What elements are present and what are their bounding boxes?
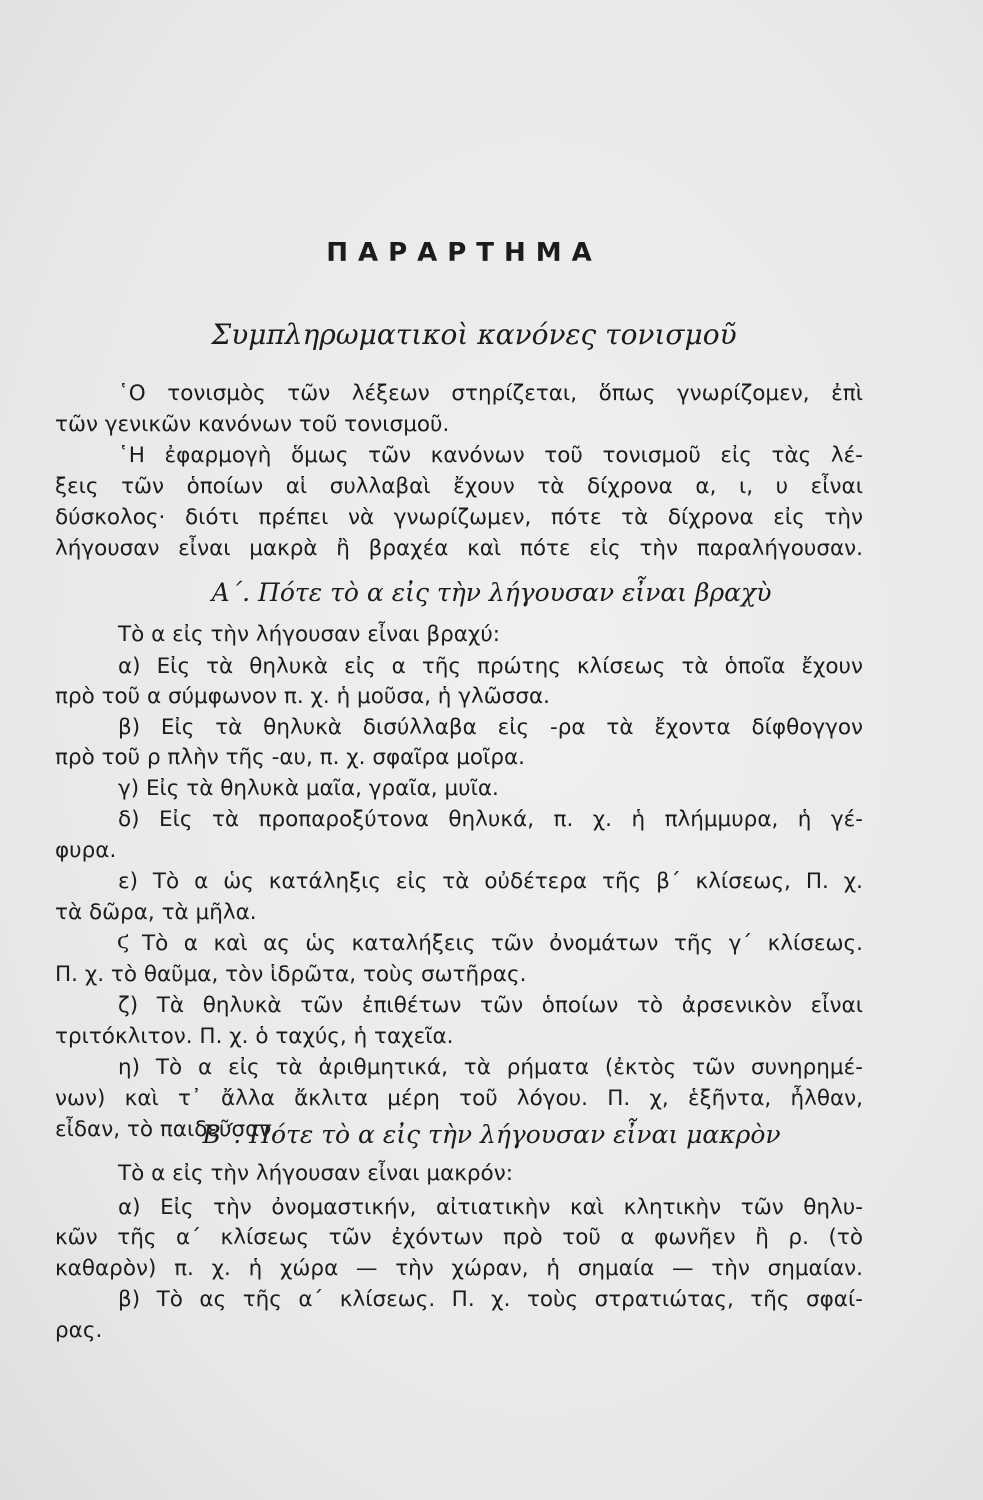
text-line: ε) Τὸ α ὡς κατάληξις εἰς τὰ οὐδέτερα τῆς β΄ κλίσεως, Π. χ. — [118, 869, 863, 894]
text-line: ῾Η ἐφαρμογὴ ὅμως τῶν κανόνων τοῦ τονισμοῦ εἰς τὰς λέ- — [118, 443, 863, 468]
text-line: κῶν τῆς α΄ κλίσεως τῶν ἐχόντων πρὸ τοῦ α φωνῆεν ἢ ρ. (τὸ — [55, 1225, 863, 1250]
text-line: β) Εἰς τὰ θηλυκὰ δισύλλαβα εἰς -ρα τὰ ἔχοντα δίφθογγον — [118, 715, 863, 740]
text-line: Τὸ α εἰς τὴν λήγουσαν εἶναι μακρόν: — [118, 1161, 513, 1186]
text-line: β) Τὸ ας τῆς α΄ κλίσεως. Π. χ. τοὺς στρατιώτας, τῆς σφαί- — [118, 1287, 863, 1312]
text-line: Τὸ α εἰς τὴν λήγουσαν εἶναι βραχύ: — [118, 622, 501, 647]
text-line: τῶν γενικῶν κανόνων τοῦ τονισμοῦ. — [55, 412, 450, 437]
text-line: γ) Εἰς τὰ θηλυκὰ μαῖα, γραῖα, μυῖα. — [118, 776, 499, 801]
text-line: νων) καὶ τ᾿ ἄλλα ἄκλιτα μέρη τοῦ λόγου. Π. χ, ἑξῆντα, ἦλθαν, — [55, 1086, 863, 1111]
text-line: δ) Εἰς τὰ προπαροξύτονα θηλυκά, π. χ. ἡ πλήμμυρα, ἡ γέ- — [118, 807, 863, 832]
page-title: ΠΑΡΑΡΤΗΜΑ — [326, 238, 602, 268]
stigma-marker: ϛ — [117, 929, 130, 954]
text-line: Τὸ α καὶ ας ὡς καταλήξεις τῶν ὀνομάτων τῆς γ΄ κλίσεως. — [142, 931, 863, 956]
text-line: λήγουσαν εἶναι μακρὰ ἢ βραχέα καὶ πότε εἰς τὴν παραλήγουσαν. — [55, 536, 863, 561]
section-b-heading: Β΄. Πότε τὸ α εἰς τὴν λήγουσαν εἶναι μακρὸν — [202, 1120, 781, 1149]
text-line: δύσκολος· διότι πρέπει νὰ γνωρίζωμεν, πότε τὰ δίχρονα εἰς τὴν — [55, 505, 863, 530]
text-line: καθαρὸν) π. χ. ἡ χώρα — τὴν χώραν, ἡ σημαία — τὴν σημαίαν. — [55, 1256, 863, 1281]
text-line: φυρα. — [55, 838, 117, 863]
text-line: πρὸ τοῦ α σύμφωνον π. χ. ἡ μοῦσα, ἡ γλῶσσα. — [55, 684, 550, 709]
text-line: εἶδαν, τὸ παιδεῦσαν. — [55, 1117, 279, 1142]
text-line: ρας. — [55, 1318, 103, 1343]
text-line: η) Τὸ α εἰς τὰ ἀριθμητικά, τὰ ρήματα (ἐκτὸς τῶν συνηρημέ- — [118, 1055, 863, 1080]
text-line: α) Εἰς τὴν ὀνομαστικήν, αἰτιατικὴν καὶ κλητικὴν τῶν θηλυ- — [118, 1195, 863, 1220]
text-line: Π. χ. τὸ θαῦμα, τὸν ἱδρῶτα, τοὺς σωτῆρας. — [55, 962, 527, 987]
section-a-heading: Α΄. Πότε τὸ α εἰς τὴν λήγουσαν εἶναι βραχὺ — [211, 578, 772, 607]
text-line: ξεις τῶν ὁποίων αἱ συλλαβαὶ ἔχουν τὰ δίχρονα α, ι, υ εἶναι — [55, 474, 863, 499]
text-line: ῾Ο τονισμὸς τῶν λέξεων στηρίζεται, ὅπως γνωρίζομεν, ἐπὶ — [118, 381, 863, 406]
text-line: τριτόκλιτον. Π. χ. ὁ ταχύς, ἡ ταχεῖα. — [55, 1024, 454, 1049]
text-line: τὰ δῶρα, τὰ μῆλα. — [55, 900, 257, 925]
page-subtitle: Συμπληρωματικοὶ κανόνες τονισμοῦ — [211, 318, 737, 351]
text-line: πρὸ τοῦ ρ πλὴν τῆς -αυ, π. χ. σφαῖρα μοῖρα. — [55, 745, 526, 770]
text-line: α) Εἰς τὰ θηλυκὰ εἰς α τῆς πρώτης κλίσεως τὰ ὁποῖα ἔχουν — [118, 654, 863, 679]
text-line: ζ) Τὰ θηλυκὰ τῶν ἐπιθέτων τῶν ὁποίων τὸ ἀρσενικὸν εἶναι — [118, 993, 863, 1018]
